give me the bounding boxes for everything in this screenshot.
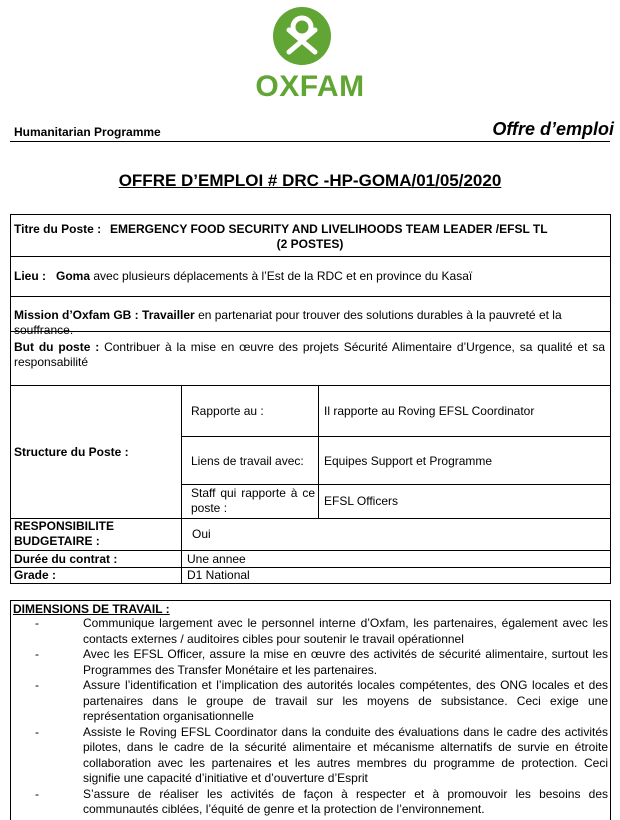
mission-label: Mission d’Oxfam GB : [14, 308, 139, 322]
but-label: But du poste : [14, 340, 100, 354]
duree-value: Une annee [187, 552, 246, 566]
grade-label: Grade : [14, 568, 57, 582]
duree-label: Durée du contrat : [14, 552, 118, 566]
row-divider [10, 550, 611, 551]
column-divider [181, 385, 182, 584]
page-title: OFFRE D’EMPLOI # DRC -HP-GOMA/01/05/2020 [118, 171, 502, 190]
list-item [10, 725, 608, 787]
titre-value: EMERGENCY FOOD SECURITY AND LIVELIHOODS TEAM LEADER /EFSL TL [110, 222, 548, 236]
lieu-label: Lieu : [14, 269, 46, 283]
titre-value-postes: (2 POSTES) [276, 237, 344, 251]
list-item-text: Avec les EFSL Officer, assure la mise en œuvre des activités de sécurité alimentaire, surtout les Programmes des Transfer Monétaire et les partenaires. [83, 647, 608, 677]
bullet-dash: - [35, 678, 39, 692]
dimensions-title: DIMENSIONS DE TRAVAIL : [13, 602, 170, 616]
mission-row [14, 308, 620, 338]
mission-value-verb: Travailler [138, 308, 195, 322]
bullet-dash: - [35, 647, 39, 661]
brand-wordmark: OXFAM [255, 70, 365, 103]
but-row [14, 340, 605, 370]
list-item [10, 787, 608, 818]
oxfam-logo-icon [272, 6, 332, 66]
titre-label: Titre du Poste : [14, 222, 102, 236]
row-divider [181, 484, 611, 485]
bullet-dash: - [35, 724, 39, 739]
programme-label: Humanitarian Programme [14, 125, 161, 139]
header-divider [10, 141, 610, 142]
mission-value-text: en partenariat pour trouver des solutions durables à la pauvreté et la souffrance. [14, 308, 562, 337]
list-item-text: S’assure de réaliser les activités de façon à respecter et à promouvoir les besoins des communautés ciblées, l’équité de genre et la protection de l’environnement. [83, 786, 608, 816]
bullet-dash: - [35, 786, 39, 801]
structure-staff-value: EFSL Officers [324, 494, 399, 508]
structure-liens-label: Liens de travail avec: [191, 454, 304, 468]
column-divider [318, 385, 319, 518]
row-divider [10, 385, 611, 386]
list-item-text: Assure l’identification et l’implication des autorités locales compétentes, des ONG locales et des partenaires dans le groupe de travail sur les moyens de subsistance. Ceci exige une représentation organisationnelle [83, 678, 608, 723]
but-value: Contribuer à la mise en œuvre des projets Sécurité Alimentaire d’Urgence, sa qualité et sa responsabilité [14, 340, 605, 369]
row-divider [181, 436, 611, 437]
row-divider [10, 567, 611, 568]
resp-value: Oui [192, 527, 211, 541]
dimensions-list [10, 616, 608, 818]
grade-value: D1 National [187, 568, 250, 582]
list-item-text: Communique largement avec le personnel interne d’Oxfam, les partenaires, également avec les contacts externes / auditoires cibles pour soutenir le travail opérationnel [83, 616, 608, 646]
list-item [10, 647, 608, 678]
row-divider [10, 256, 611, 257]
lieu-value-detail: avec plusieurs déplacements à l’Est de la RDC et en province du Kasaï [90, 269, 473, 283]
doc-type-label: Offre d’emploi [492, 119, 614, 139]
list-item [10, 616, 608, 647]
bullet-dash: - [35, 616, 39, 630]
structure-liens-value: Equipes Support et Programme [324, 454, 493, 468]
list-item-text: Assiste le Roving EFSL Coordinator dans la conduite des évaluations dans le cadre des activités pilotes, dans le cadre de la sécurité alimentaire et mécanisme alternatifs de survie en étroite collaboration avec les partenaires et les autres membres du programme de protection. Ceci signifie une capacité d’initiative et d’ouverture d’Esprit [83, 724, 608, 785]
lieu-row [14, 269, 472, 284]
row-divider [10, 296, 611, 297]
structure-staff-label: Staff qui rapporte à ce poste : [191, 486, 315, 515]
structure-rapporte-value: Il rapporte au Roving EFSL Coordinator [324, 404, 535, 418]
structure-rapporte-label: Rapporte au : [191, 404, 264, 418]
structure-label: Structure du Poste : [14, 445, 129, 459]
lieu-value-city: Goma [56, 269, 91, 283]
resp-label: RESPONSIBILITE BUDGETAIRE : [14, 519, 115, 548]
list-item [10, 678, 608, 725]
